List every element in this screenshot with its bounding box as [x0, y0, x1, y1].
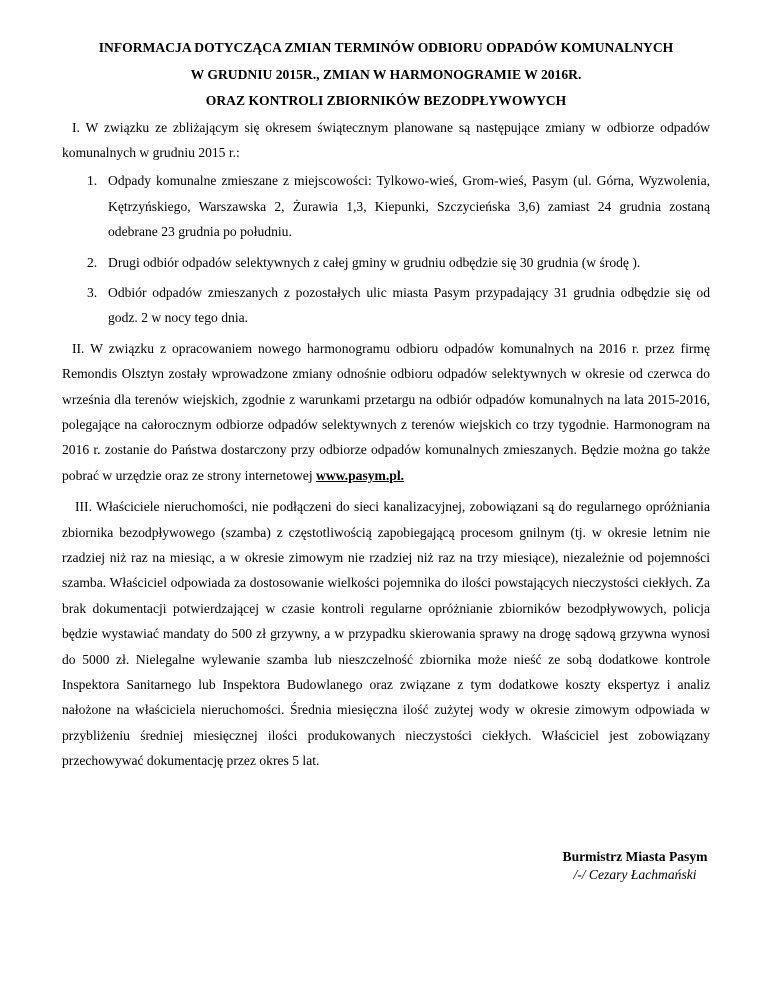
signature-block: [535, 848, 735, 884]
signature-name: /-/ Cezary Łachmański: [573, 867, 697, 882]
section-2-paragraph: [62, 336, 710, 488]
list-item-text: Odbiór odpadów zmieszanych z pozostałych ulic miasta Pasym przypadający 31 grudnia odbędzie się od godz. 2 w nocy tego dnia.: [108, 284, 710, 326]
list-item-text: Odpady komunalne zmieszane z miejscowości: Tylkowo-wieś, Grom-wieś, Pasym (ul. Górna, Wyzwolenia, Kętrzyńskiego, Warszawska 2, Żurawia 1,3, Kiepunki, Szczycieńska 3,6) zamiast 24 grudnia zostaną odebrane 23 grudnia po południu.: [108, 173, 710, 240]
list-item: [62, 250, 710, 275]
document-page: [62, 35, 710, 774]
title-line-2: W GRUDNIU 2015R., ZMIAN W HARMONOGRAMIE W 2016R.: [190, 66, 582, 82]
section-1-intro: I. W związku ze zbliżającym się okresem świątecznym planowane są następujące zmiany w odbiorze odpadów komunalnych w grudniu 2015 r.:: [62, 119, 710, 160]
list-item-number: 3.: [87, 284, 98, 300]
document-title: [62, 35, 710, 115]
title-line-3: ORAZ KONTROLI ZBIORNIKÓW BEZODPŁYWOWYCH: [205, 93, 567, 108]
website-link[interactable]: www.pasym.pl.: [316, 467, 405, 483]
list-item-number: 2.: [87, 254, 98, 270]
section-1-list: [62, 168, 710, 330]
list-item-text: Drugi odbiór odpadów selektywnych z całej gminy w grudniu odbędzie się 30 grudnia (w środę ).: [108, 254, 641, 270]
signature-title: Burmistrz Miasta Pasym: [562, 849, 708, 864]
title-line-1: INFORMACJA DOTYCZĄCA ZMIAN TERMINÓW ODBIORU ODPADÓW KOMUNALNYCH: [98, 40, 674, 55]
list-item: [62, 168, 710, 244]
list-item: [62, 280, 710, 331]
list-item-number: 1.: [87, 173, 98, 189]
section-2-text: II. W związku z opracowaniem nowego harmonogramu odbioru odpadów komunalnych na 2016 r. przez firmę Remondis Olsztyn zostały wprowadzone zmiany odnośnie odbioru odpadów selektywnych w okresie od czerwca do września dla terenów wiejskich, zgodnie z warunkami przetargu na odbiór odpadów komunalnych na lata 2015-2016, polegające na całorocznym odbiorze odpadów selektywnych z terenów wiejskich co trzy tygodnie. Harmonogram na 2016 r. zostanie do Państwa dostarczony przy odbiorze odpadów komunalnych zmieszanych. Będzie można go także pobrać w urzędzie oraz ze strony internetowej: [62, 340, 710, 483]
section-3-paragraph: III. Właściciele nieruchomości, nie podłączeni do sieci kanalizacyjnej, zobowiązani są do regularnego opróżniania zbiornika bezodpływowego (szamba) z częstotliwością zapobiegającą procesom gnilnym (tj. w okresie letnim nie rzadziej niż raz na miesiąc, a w okresie zimowym nie rzadziej niż raz na trzy miesiące), niezależnie od pojemności szamba. Właściciel odpowiada za dostosowanie wielkości pojemnika do ilości powstających nieczystości ciekłych. Za brak dokumentacji potwierdzającej w czasie kontroli regularne opróżnianie zbiorników bezodpływowych, policja będzie wystawiać mandaty do 500 zł grzywny, a w przypadku skierowania sprawy na drogę sądową grzywna wynosi do 5000 zł. Nielegalne wylewanie szamba lub nieszczelność zbiornika może nieść ze sobą dodatkowe kontrole Inspektora Sanitarnego lub Inspektora Budowlanego oraz związane z tym dodatkowe koszty ekspertyz i analiz nałożone na właściciela nieruchomości. Średnia miesięczna ilość zużytej wody w okresie zimowym odpowiada w przybliżeniu średniej miesięcznej ilości produkowanych nieczystości ciekłych. Właściciel jest zobowiązany przechowywać dokumentację przez okres 5 lat.: [62, 499, 710, 769]
